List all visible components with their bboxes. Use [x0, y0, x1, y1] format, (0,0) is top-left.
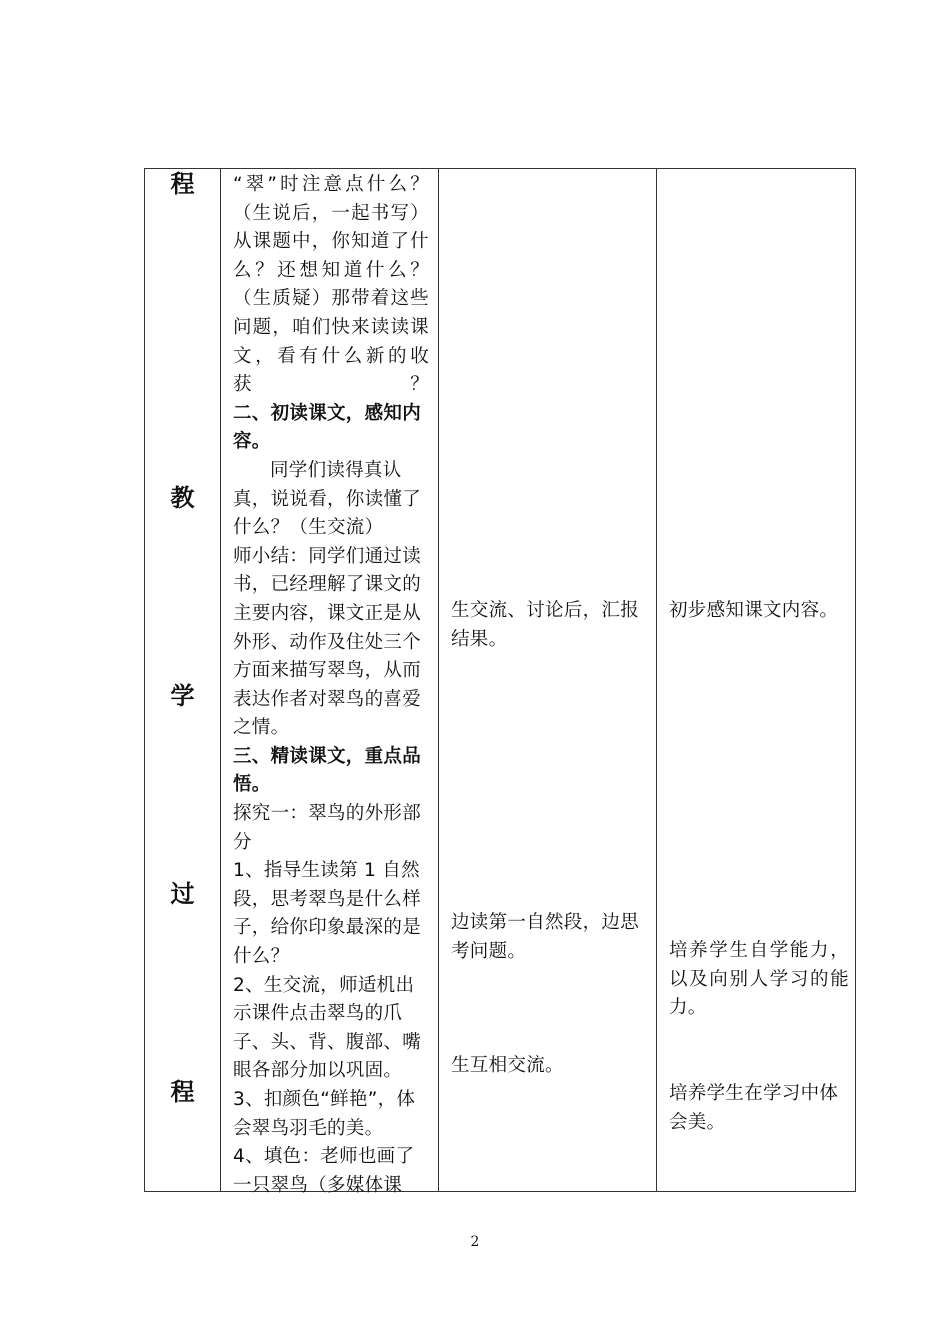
- teacher-activity-column: [233, 171, 429, 1200]
- student-activity: 生交流、讨论后，汇报结果。: [451, 600, 640, 650]
- teacher-paragraph: 师小结：同学们通过读书，已经理解了课文的主要内容，课文正是从外形、动作及住处三个方面来描写翠鸟，从而表达作者对翠鸟的喜爱之情。: [233, 545, 422, 739]
- lesson-plan-table: [144, 168, 856, 1196]
- side-label-char: 教: [170, 484, 195, 512]
- teacher-paragraph: 2、生交流，师适机出示课件点击翠鸟的爪子、头、背、腹部、嘴眼各部分加以巩固。: [233, 974, 422, 1082]
- design-intent: 初步感知课文内容。: [669, 600, 839, 621]
- page-number: 2: [470, 1234, 480, 1250]
- section-heading: 三、精读课文，重点品悟。: [233, 745, 422, 796]
- side-label-char: 过: [170, 880, 195, 908]
- teacher-paragraph: “翠”时注意点什么？（生说后，一起书写）从课题中，你知道了什么？还想知道什么？（生质疑）那带着这些问题，咱们快来读读课文，看有什么新的收获？: [233, 174, 429, 396]
- student-activity: 边读第一自然段，边思考问题。: [451, 912, 640, 962]
- design-intent: 培养学生在学习中体会美。: [669, 1083, 839, 1133]
- teacher-paragraph: 探究一：翠鸟的外形部分: [233, 803, 422, 853]
- side-label-char: 学: [170, 682, 195, 710]
- column-divider: [656, 169, 657, 1191]
- student-activity: 生互相交流。: [451, 1055, 564, 1076]
- teacher-paragraph: 4、填色：老师也画了一只翠鸟（多媒体课: [233, 1146, 415, 1196]
- teacher-paragraph: 3、扣颜色“鲜艳”，体会翠鸟羽毛的美。: [233, 1089, 416, 1139]
- side-label-char: 程: [170, 1078, 195, 1106]
- column-divider: [438, 169, 439, 1191]
- section-heading: 二、初读课文，感知内容。: [233, 402, 422, 453]
- teacher-paragraph: 同学们读得真认真，说说看，你读懂了什么？（生交流）: [233, 459, 422, 539]
- column-divider: [220, 169, 221, 1191]
- design-intent: 培养学生自学能力，以及向别人学习的能力。: [669, 940, 849, 1019]
- teacher-paragraph: 1、指导生读第 1 自然段，思考翠鸟是什么样子，给你印象最深的是什么？: [233, 860, 422, 968]
- side-label-char: 程: [170, 170, 195, 198]
